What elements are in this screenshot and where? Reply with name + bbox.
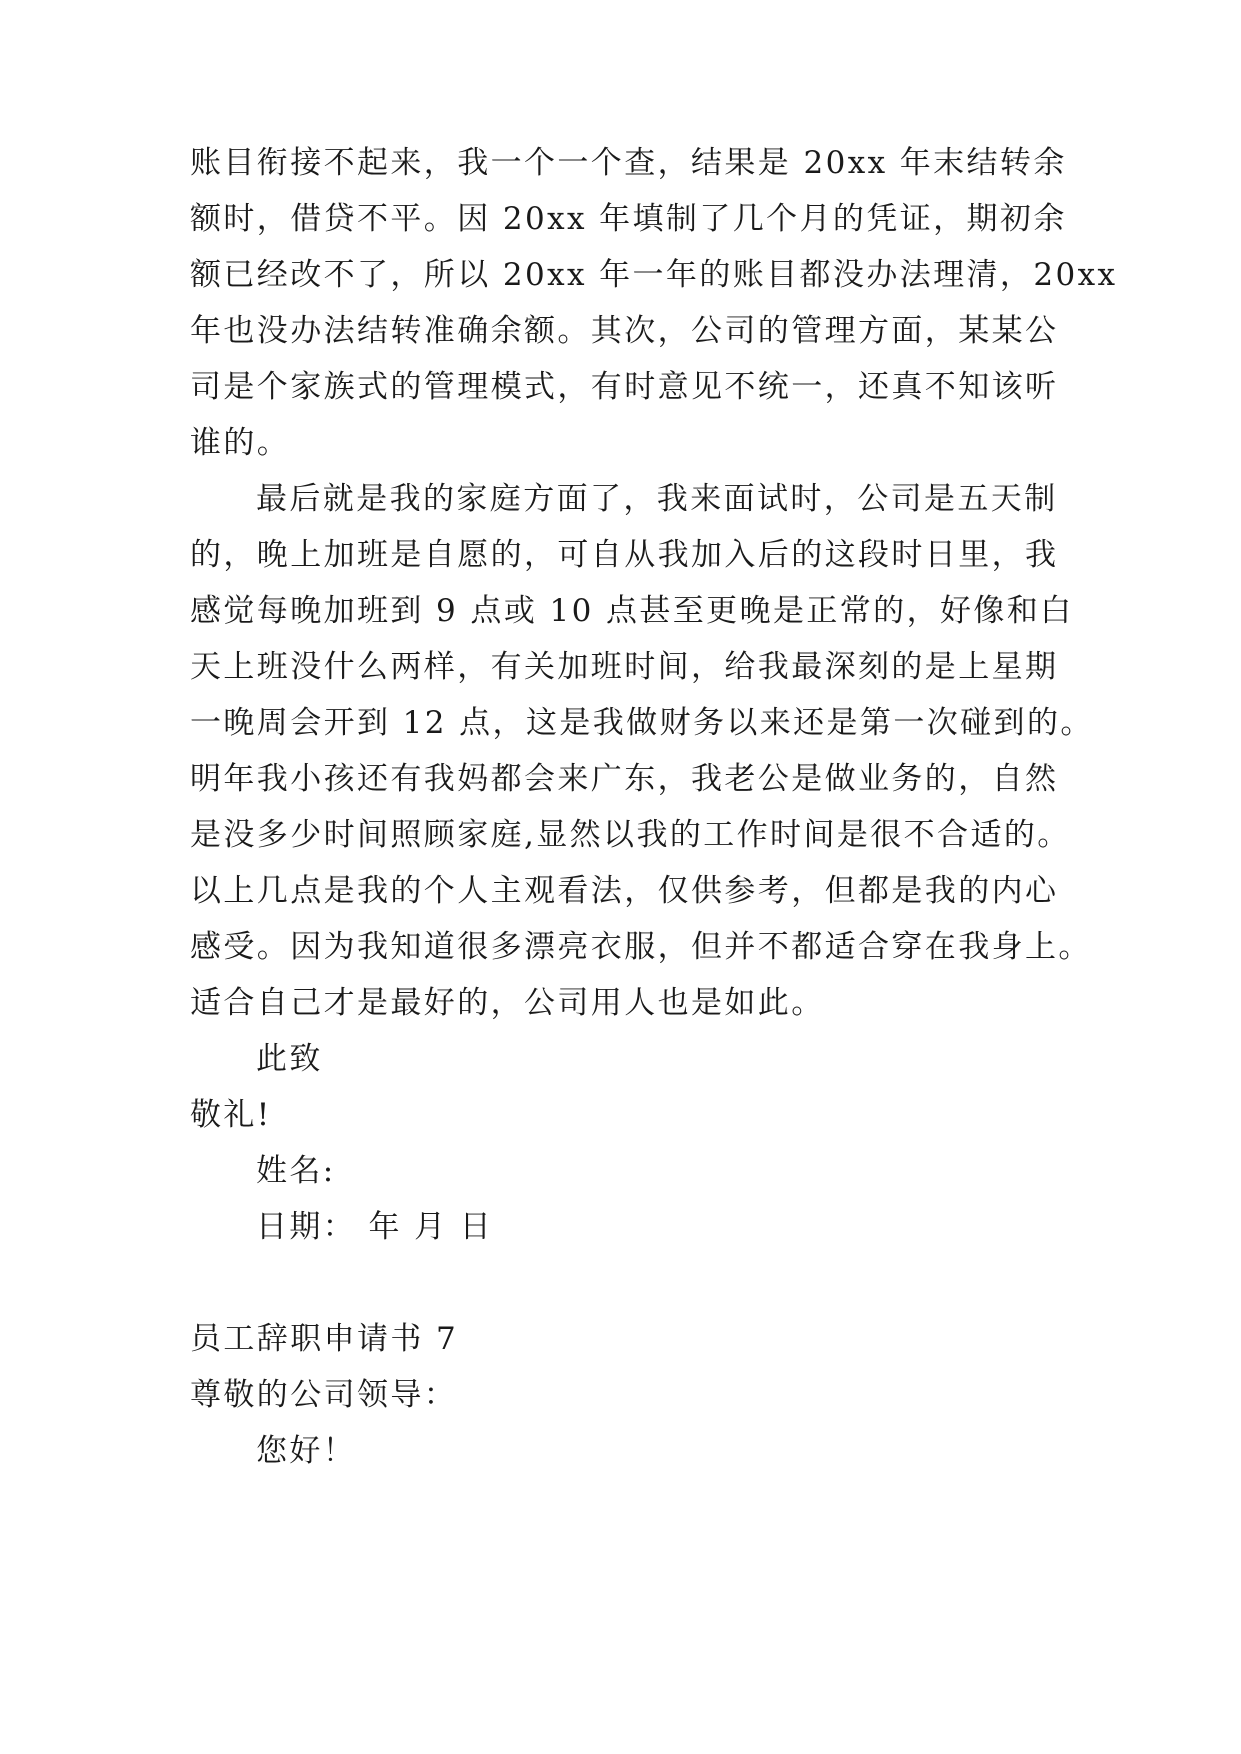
body-line: 感受。因为我知道很多漂亮衣服，但并不都适合穿在我身上。 [190,929,1092,965]
body-line: 明年我小孩还有我妈都会来广东，我老公是做业务的，自然 [190,761,1059,797]
salutation: 敬礼! [190,1097,272,1133]
closing-phrase: 此致 [256,1041,323,1077]
body-line: 账目衔接不起来，我一个一个查，结果是 20xx 年末结转余 [190,145,1067,181]
body-line: 谁的。 [190,425,291,461]
name-label: 姓名: [256,1153,336,1189]
body-line: 年也没办法结转准确余额。其次，公司的管理方面，某某公 [190,313,1059,349]
body-line: 以上几点是我的个人主观看法，仅供参考，但都是我的内心 [190,873,1059,909]
date-label: 日期： 年 月 日 [256,1209,494,1245]
body-line: 感觉每晚加班到 9 点或 10 点甚至更晚是正常的，好像和白 [190,593,1074,629]
letter-greeting: 尊敬的公司领导： [190,1377,458,1413]
body-line: 适合自己才是最好的，公司用人也是如此。 [190,985,825,1021]
section-title: 员工辞职申请书 7 [190,1321,459,1357]
body-line: 的，晚上加班是自愿的，可自从我加入后的这段时日里，我 [190,537,1059,573]
body-line: 一晚周会开到 12 点，这是我做财务以来还是第一次碰到的。 [190,705,1094,741]
paragraph-first-line: 最后就是我的家庭方面了，我来面试时，公司是五天制 [256,481,1058,517]
body-line: 是没多少时间照顾家庭,显然以我的工作时间是很不合适的。 [190,817,1071,853]
body-line: 司是个家族式的管理模式，有时意见不统一，还真不知该听 [190,369,1059,405]
body-line: 天上班没什么两样，有关加班时间，给我最深刻的是上星期 [190,649,1059,685]
body-line: 额时，借贷不平。因 20xx 年填制了几个月的凭证，期初余 [190,201,1067,237]
body-line: 额已经改不了，所以 20xx 年一年的账目都没办法理清，20xx [190,257,1118,293]
letter-hello: 您好！ [256,1433,357,1469]
